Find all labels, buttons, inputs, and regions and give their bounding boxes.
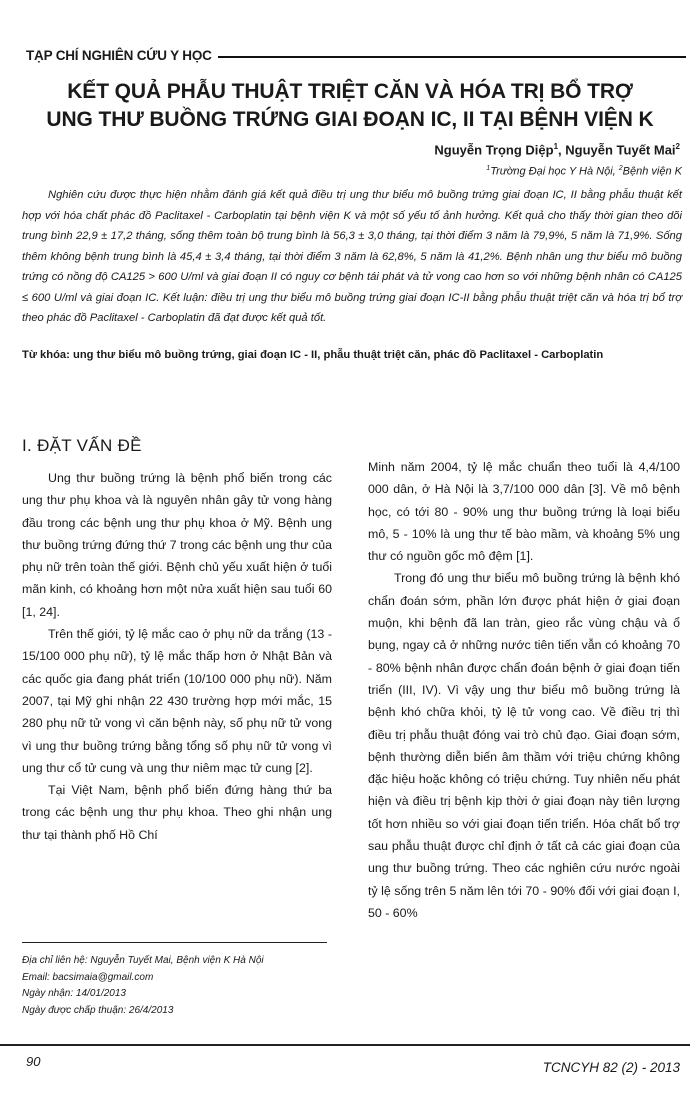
journal-header xyxy=(26,48,686,63)
abstract: Nghiên cứu được thực hiện nhằm đánh giá kết quả điều trị ung thư biểu mô buồng trứng giai đoạn IC, II bằng phẫu thuật kết hợp với hóa chất phác đồ Paclitaxel - Carboplatin tại bệnh viện K và một số yếu tố ảnh hưởng. Kết quả cho thấy thời gian theo dõi trung bình 22,9 ± 17,2 tháng, sống thêm toàn bộ trung bình là 56,3 ± 3,0 tháng, tại thời điểm 3 năm là 79,9%, 5 năm là 71,9%. Sống thêm không bệnh trung bình là 45,4 ± 3,4 tháng, tại thời điểm 3 năm là 62,8%, 5 năm là 41,2%. Bệnh nhân ung thư biểu mô buồng trứng có nồng độ CA125 > 600 U/ml và giai đoạn II có nguy cơ bệnh tái phát và tử vong cao hơn so với những bệnh nhân có CA125 ≤ 600 U/ml và giai đoạn IC. Kết luận: điều trị ung thư biểu mô buồng trứng giai đoạn IC-II bằng phẫu thuật triệt căn và hóa trị bổ trợ theo phác đồ Paclitaxel - Carboplatin đã đạt được kết quả tốt. xyxy=(22,189,682,324)
journal-issue: TCNCYH 82 (2) - 2013 xyxy=(542,1060,680,1075)
page-number: 90 xyxy=(26,1054,41,1069)
affiliation-name: Bệnh viện K xyxy=(622,165,682,178)
footnote-received-date: Ngày nhận: 14/01/2013 xyxy=(22,988,126,999)
footnote-divider xyxy=(22,942,327,943)
paragraph-continued: Minh năm 2004, tỷ lệ mắc chuẩn theo tuổi là 4,4/100 000 dân, ở Hà Nội là 3,7/100 000 dân [3]. Về mô bệnh học, có tới 80 - 90% ung thư buồng trứng là loại biểu mô, 5 - 10% là ung thư tế bào mầm, và khoảng 5% ung thư có nguồn gốc mô đệm [1]. xyxy=(368,460,680,564)
left-column xyxy=(22,467,332,846)
keywords xyxy=(22,346,682,365)
author-affiliation-mark: 1 xyxy=(553,142,559,151)
affiliation-name: Trường Đại học Y Hà Nội xyxy=(490,165,613,178)
section-heading: I. ĐẶT VẤN ĐỀ xyxy=(22,436,142,455)
article-title xyxy=(0,78,700,134)
author-separator: , xyxy=(558,142,566,158)
footnote-email: Email: bacsimaia@gmail.com xyxy=(22,971,154,983)
title-line-2: UNG THƯ BUỒNG TRỨNG GIAI ĐOẠN IC, II TẠI BỆNH VIỆN K xyxy=(46,108,654,131)
author-name: Nguyễn Tuyết Mai xyxy=(565,142,676,158)
paragraph: Trên thế giới, tỷ lệ mắc cao ở phụ nữ da trắng (13 - 15/100 000 phụ nữ), tỷ lệ mắc thấp hơn ở Nhật Bản và các quốc gia đang phát triển (10/100 000 phụ nữ). Năm 2007, tại Mỹ ghi nhận 22 430 trường hợp mới mắc, 15 280 phụ nữ tử vong vì căn bệnh này, số phụ nữ tử vong vì ung thư buồng trứng bằng tổng số phụ nữ tử vong vì ung thư cổ tử cung và ung thư niêm mạc tử cung [2]. xyxy=(22,627,332,775)
header-rule xyxy=(218,56,686,58)
footnote-accepted-date: Ngày được chấp thuận: 26/4/2013 xyxy=(22,1004,174,1016)
affiliation-separator: , xyxy=(612,165,619,178)
title-line-1: KẾT QUẢ PHẪU THUẬT TRIỆT CĂN VÀ HÓA TRỊ BỔ TRỢ xyxy=(67,80,633,103)
paragraph: Ung thư buồng trứng là bệnh phổ biến trong các ung thư phụ khoa và là nguyên nhân gây tử vong hàng đầu trong các bệnh ung thư phụ khoa ở Mỹ. Bệnh ung thư buồng trứng đứng thứ 7 trong các bệnh ung thư của phụ nữ trên toàn thế giới. Bệnh chủ yếu xuất hiện ở tuổi mãn kinh, có khoảng hơn một nửa xuất hiện sau tuổi 60 [1, 24]. xyxy=(22,471,332,619)
footnotes xyxy=(22,953,332,1019)
footnote-contact: Địa chỉ liên hệ: Nguyễn Tuyết Mai, Bệnh viện K Hà Nội xyxy=(22,955,264,966)
footer-rule xyxy=(0,1044,690,1046)
right-column xyxy=(368,456,680,924)
paragraph: Trong đó ung thư biểu mô buồng trứng là bệnh khó chẩn đoán sớm, phần lớn được phát hiện ở giai đoạn muộn, khi bệnh đã lan tràn, gieo rắc vùng chậu và ổ bụng, ngay cả ở những nước tiên tiến vẫn có khoảng 70 - 80% bệnh nhân được chẩn đoán bệnh ở giai đoạn tiến triển (III, IV). Vì vậy ung thư biểu mô buồng trứng là bệnh khó chữa khỏi, tỷ lệ tử vong cao. Về điều trị thì điều trị phẫu thuật đóng vai trò chủ đạo. Giai đoạn sớm, bệnh thường diễn biến âm thầm với triệu chứng không đặc hiệu hoặc không có triệu chứng. Tuy nhiên nếu phát hiện và điều trị bệnh kịp thời ở giai đoạn này tiên lượng tốt hơn nhiều so với giai đoạn tiến triển. Hóa chất bổ trợ sau phẫu thuật được chỉ định ở tất cả các giai đoạn của ung thư buồng trứng. Theo các nghiên cứu nước ngoài tỷ lệ sống trên 5 năm lên tới 70 - 90% đối với giai đoạn I, 50 - 60% xyxy=(368,571,680,920)
affiliations xyxy=(486,165,682,178)
author-list xyxy=(434,142,680,157)
affiliation-mark: 1 xyxy=(486,165,491,172)
keywords-text: ung thư biểu mô buồng trứng, giai đoạn IC - II, phẫu thuật triệt căn, phác đồ Paclitaxel - Carboplatin xyxy=(73,349,604,361)
author-affiliation-mark: 2 xyxy=(675,142,680,151)
journal-name: TẠP CHÍ NGHIÊN CỨU Y HỌC xyxy=(26,48,212,63)
keywords-label: Từ khóa: xyxy=(22,349,70,361)
paragraph: Tại Việt Nam, bệnh phổ biến đứng hàng thứ ba trong các bệnh ung thư phụ khoa. Theo ghi nhận ung thư tại thành phố Hồ Chí xyxy=(22,783,332,842)
author-name: Nguyễn Trọng Diệp xyxy=(434,142,554,158)
affiliation-mark: 2 xyxy=(618,165,623,172)
